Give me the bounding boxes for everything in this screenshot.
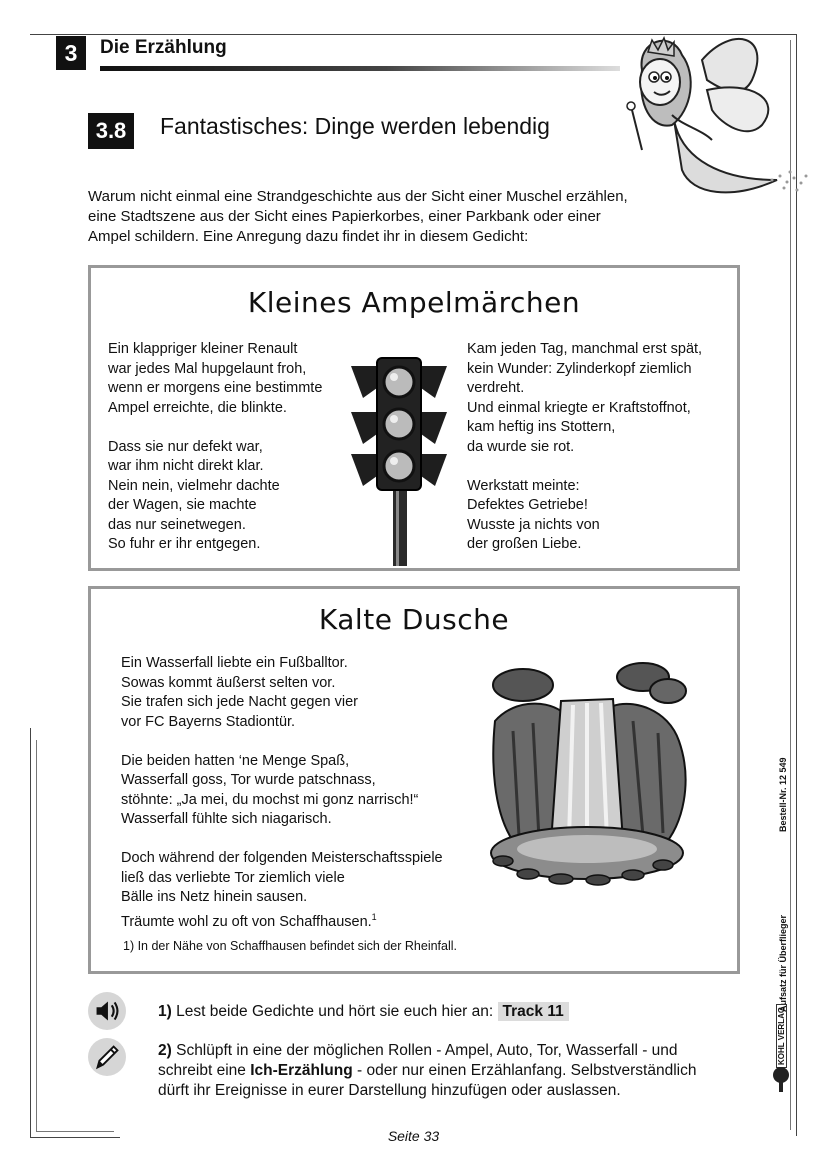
task-line <box>158 1061 740 1081</box>
page-number: Seite 33 <box>387 1128 440 1144</box>
poem-line: Defektes Getriebe! <box>467 497 588 513</box>
task-2 <box>158 1041 740 1101</box>
poem-line: Die beiden hatten ‘ne Menge Spaß, <box>121 752 350 769</box>
publisher-logo-text: KOHL VERLAG <box>776 1004 787 1068</box>
poem-line: der großen Liebe. <box>467 536 582 552</box>
chapter-number: 3 <box>56 36 86 70</box>
poem-line: Dass sie nur defekt war, <box>108 438 263 455</box>
task-number: 1) <box>158 1003 172 1020</box>
poem-line: vor FC Bayerns Stadiontür. <box>121 713 296 730</box>
poem-line: Ampel erreichte, die blinkte. <box>108 399 287 416</box>
poem-line: Kam jeden Tag, manchmal erst spät, <box>467 341 703 357</box>
frame-left-line <box>30 728 31 1138</box>
chapter-title: Die Erzählung <box>100 37 227 58</box>
poem-line: verdreht. <box>467 380 525 396</box>
poem-line: Sie trafen sich jede Nacht gegen vier <box>121 694 358 710</box>
poem-line: da wurde sie rot. <box>467 438 575 455</box>
poem-line: ließ das verliebte Tor ziemlich viele <box>121 869 345 886</box>
pencil-icon <box>88 1038 126 1076</box>
poem-line: Werkstatt meinte: <box>467 477 580 494</box>
task-number: 2) <box>158 1042 172 1059</box>
poem-text <box>121 654 443 932</box>
task-text: Lest beide Gedichte und hört sie euch hier an: <box>171 1003 498 1020</box>
footnote: 1) In der Nähe von Schaffhausen befindet sich der Rheinfall. <box>123 939 458 953</box>
section-number: 3.8 <box>88 113 134 149</box>
poem-line: war ihm nicht direkt klar. <box>108 458 264 474</box>
book-title: Aufsatz für Überflieger <box>778 914 788 1012</box>
frame-left-inner-line <box>36 740 37 1132</box>
chapter-underline <box>100 66 620 71</box>
poem-line: Ein Wasserfall liebte ein Fußballtor. <box>121 655 348 671</box>
poem-box-ampelmaerchen <box>88 265 740 571</box>
intro-line: Warum nicht einmal eine Strandgeschichte aus der Sicht einer Muschel erzählen, <box>88 188 628 205</box>
section-title: Fantastisches: Dinge werden lebendig <box>160 113 550 139</box>
poem-line: stöhnte: „Ja mei, du mochst mi gonz narrisch!“ <box>121 791 419 808</box>
poem-line: das nur seinetwegen. <box>108 516 246 533</box>
poem-line: war jedes Mal hupgelaunt froh, <box>108 360 307 377</box>
speaker-icon <box>88 992 126 1030</box>
poem-line: Und einmal kriegte er Kraftstoffnot, <box>467 399 691 416</box>
task-text: - oder nur einen Erzählanfang. Selbstverständlich <box>352 1062 697 1079</box>
poem-title: Kleines Ampelmärchen <box>247 286 581 319</box>
poem-line: Bälle ins Netz hinein sausen. <box>121 889 308 905</box>
intro-line: eine Stadtszene aus der Sicht eines Papierkorbes, einer Parkbank oder einer <box>88 208 601 225</box>
poem-line: Wasserfall fühlte sich niagarisch. <box>121 811 332 827</box>
task-text: schreibt eine <box>158 1062 251 1079</box>
task-line: dürft ihr Ereignisse in eurer Darstellung hinzufügen oder auslassen. <box>158 1082 621 1099</box>
task-text: Schlüpft in eine der möglichen Rollen - Ampel, Auto, Tor, Wasserfall - und <box>171 1042 678 1059</box>
tree-logo-icon <box>770 1066 792 1094</box>
task-emphasis: Ich-Erzählung <box>250 1062 353 1079</box>
task-line <box>158 1041 740 1061</box>
poem-line: Wasserfall goss, Tor wurde patschnass, <box>121 772 376 788</box>
poem-line: Ein klappriger kleiner Renault <box>108 341 298 357</box>
poem-line: wenn er morgens eine bestimmte <box>108 380 323 396</box>
poem-right-column <box>467 340 702 555</box>
poem-line: So fuhr er ihr entgegen. <box>108 536 261 552</box>
task-1 <box>158 1002 569 1022</box>
poem-line <box>121 908 443 932</box>
track-label: Track 11 <box>498 1002 569 1021</box>
poem-line: kein Wunder: Zylinderkopf ziemlich <box>467 360 692 377</box>
poem-line: Doch während der folgenden Meisterschaftsspiele <box>121 850 443 866</box>
poem-line: Nein nein, vielmehr dachte <box>108 477 280 494</box>
traffic-light-illustration <box>349 354 449 566</box>
poem-line: Sowas kommt äußerst selten vor. <box>121 674 336 691</box>
order-number: Bestell-Nr. 12 549 <box>778 757 788 832</box>
poem-line-text: Träumte wohl zu oft von Schaffhausen. <box>121 913 372 930</box>
poem-line: Wusste ja nichts von <box>467 516 600 533</box>
poem-line: der Wagen, sie machte <box>108 497 257 513</box>
waterfall-illustration <box>483 661 695 889</box>
poem-line: kam heftig ins Stottern, <box>467 419 616 435</box>
intro-paragraph <box>88 187 708 247</box>
intro-line: Ampel schildern. Eine Anregung dazu findet ihr in diesem Gedicht: <box>88 228 529 245</box>
poem-box-kalte-dusche <box>88 586 740 974</box>
poem-title: Kalte Dusche <box>318 603 510 636</box>
footnote-marker: 1 <box>371 911 377 922</box>
poem-left-column <box>108 340 322 555</box>
